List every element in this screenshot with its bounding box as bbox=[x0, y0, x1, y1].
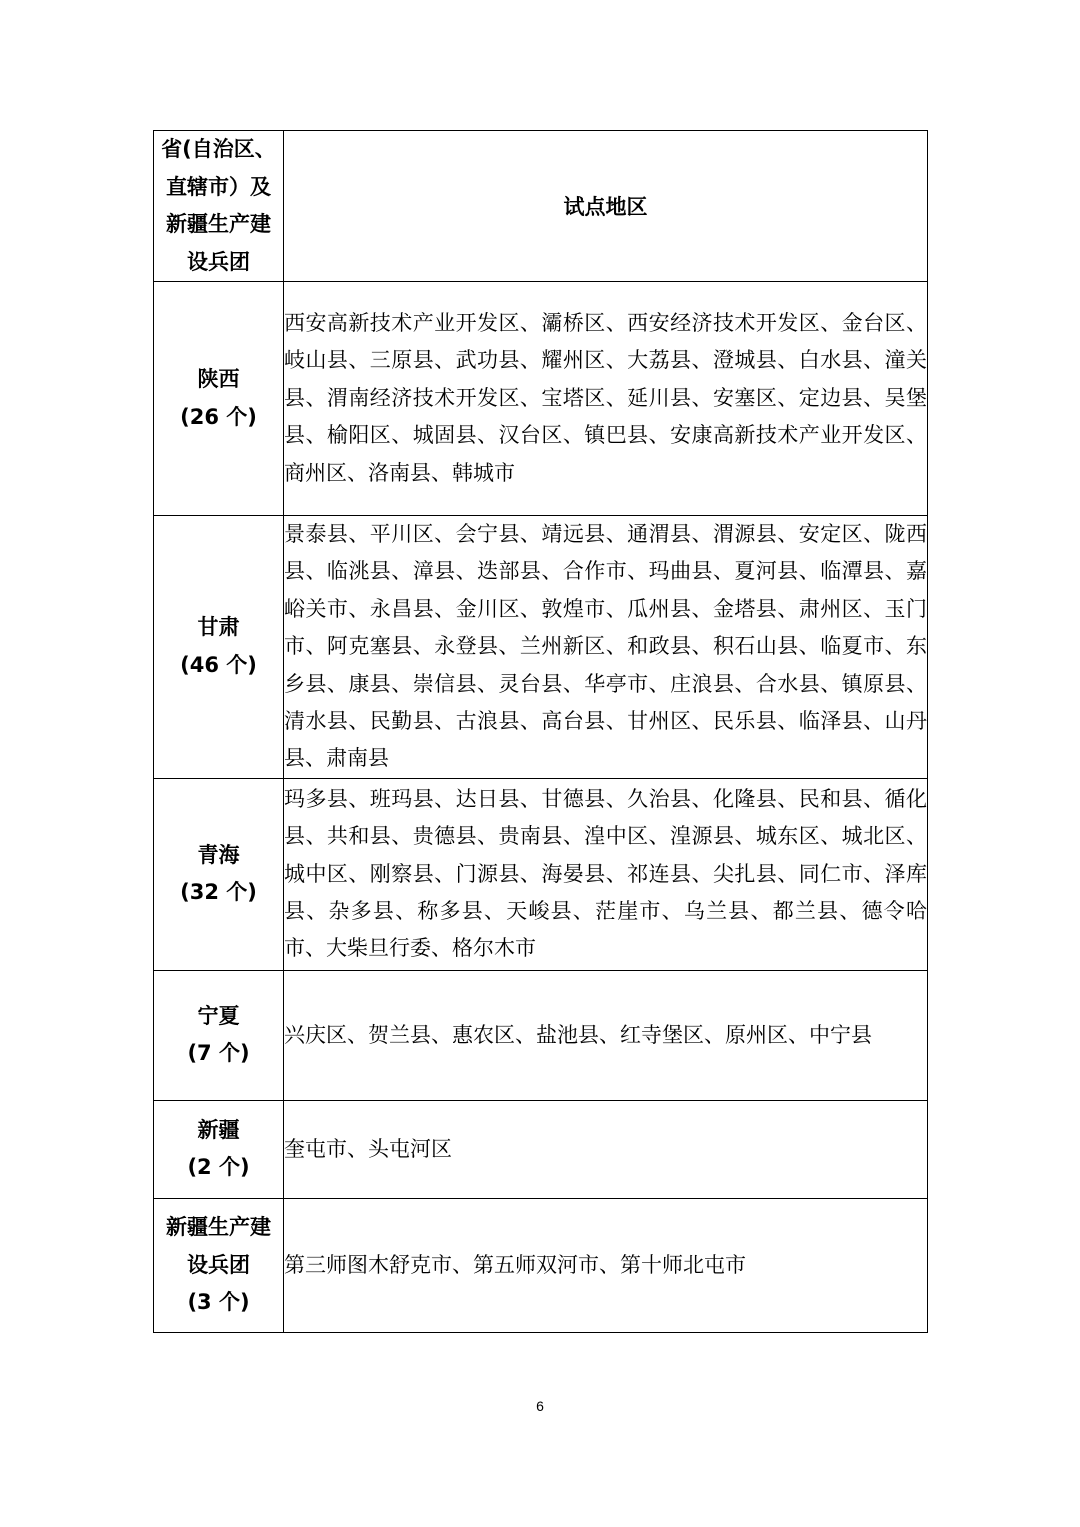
province-cell bbox=[154, 1198, 284, 1332]
province-name: 设兵团 bbox=[187, 1252, 250, 1277]
header-province-line: 直辖市）及 bbox=[166, 174, 271, 199]
province-name: 新疆 bbox=[197, 1117, 240, 1142]
page-number: 6 bbox=[536, 1398, 544, 1414]
province-cell bbox=[154, 282, 284, 516]
regions-cell: 玛多县、班玛县、达日县、甘德县、久治县、化隆县、民和县、循化县、共和县、贵德县、贵南县、湟中区、湟源县、城东区、城北区、城中区、刚察县、门源县、海晏县、祁连县、尖扎县、同仁市、泽库县、杂多县、称多县、天峻县、茫崖市、乌兰县、都兰县、德令哈市、大柴旦行委、格尔木市 bbox=[284, 778, 928, 970]
header-province-line: 设兵团 bbox=[187, 249, 250, 274]
province-name: 宁夏 bbox=[197, 1003, 240, 1028]
table-header-row bbox=[154, 131, 928, 282]
table-row-xinjiang bbox=[154, 1100, 928, 1198]
table-row-qinghai bbox=[154, 778, 928, 970]
province-cell bbox=[154, 516, 284, 779]
province-name: 青海 bbox=[197, 842, 240, 867]
province-cell bbox=[154, 1100, 284, 1198]
province-count: (3 个) bbox=[187, 1290, 250, 1315]
header-province-line: 省(自治区、 bbox=[161, 137, 276, 161]
header-province-line: 新疆生产建 bbox=[166, 212, 271, 236]
province-cell bbox=[154, 970, 284, 1100]
province-count: (7 个) bbox=[187, 1041, 250, 1066]
regions-cell: 西安高新技术产业开发区、灞桥区、西安经济技术开发区、金台区、岐山县、三原县、武功县、耀州区、大荔县、澄城县、白水县、潼关县、渭南经济技术开发区、宝塔区、延川县、安塞区、定边县、吴堡县、榆阳区、城固县、汉台区、镇巴县、安康高新技术产业开发区、商州区、洛南县、韩城市 bbox=[284, 282, 928, 516]
province-name: 新疆生产建 bbox=[166, 1215, 271, 1240]
pilot-regions-table bbox=[153, 130, 928, 1333]
table-row-gansu bbox=[154, 516, 928, 779]
header-province-cell bbox=[154, 131, 284, 282]
province-count: (46 个) bbox=[180, 652, 257, 677]
province-name: 甘肃 bbox=[197, 615, 240, 640]
province-count: (2 个) bbox=[187, 1155, 250, 1180]
regions-cell: 兴庆区、贺兰县、惠农区、盐池县、红寺堡区、原州区、中宁县 bbox=[284, 970, 928, 1100]
regions-cell: 第三师图木舒克市、第五师双河市、第十师北屯市 bbox=[284, 1198, 928, 1332]
table-row-ningxia bbox=[154, 970, 928, 1100]
table-row-shaanxi bbox=[154, 282, 928, 516]
province-name: 陕西 bbox=[197, 367, 240, 391]
province-count: (32 个) bbox=[180, 880, 257, 905]
regions-cell: 奎屯市、头屯河区 bbox=[284, 1100, 928, 1198]
province-count: (26 个) bbox=[180, 404, 257, 429]
regions-cell: 景泰县、平川区、会宁县、靖远县、通渭县、渭源县、安定区、陇西县、临洮县、漳县、迭部县、合作市、玛曲县、夏河县、临潭县、嘉峪关市、永昌县、金川区、敦煌市、瓜州县、金塔县、肃州区、玉门市、阿克塞县、永登县、兰州新区、和政县、积石山县、临夏市、东乡县、康县、崇信县、灵台县、华亭市、庄浪县、合水县、镇原县、清水县、民勤县、古浪县、高台县、甘州区、民乐县、临泽县、山丹县、肃南县 bbox=[284, 516, 928, 779]
province-cell bbox=[154, 778, 284, 970]
header-regions-title: 试点地区 bbox=[284, 131, 928, 282]
table-row-xpcc bbox=[154, 1198, 928, 1332]
